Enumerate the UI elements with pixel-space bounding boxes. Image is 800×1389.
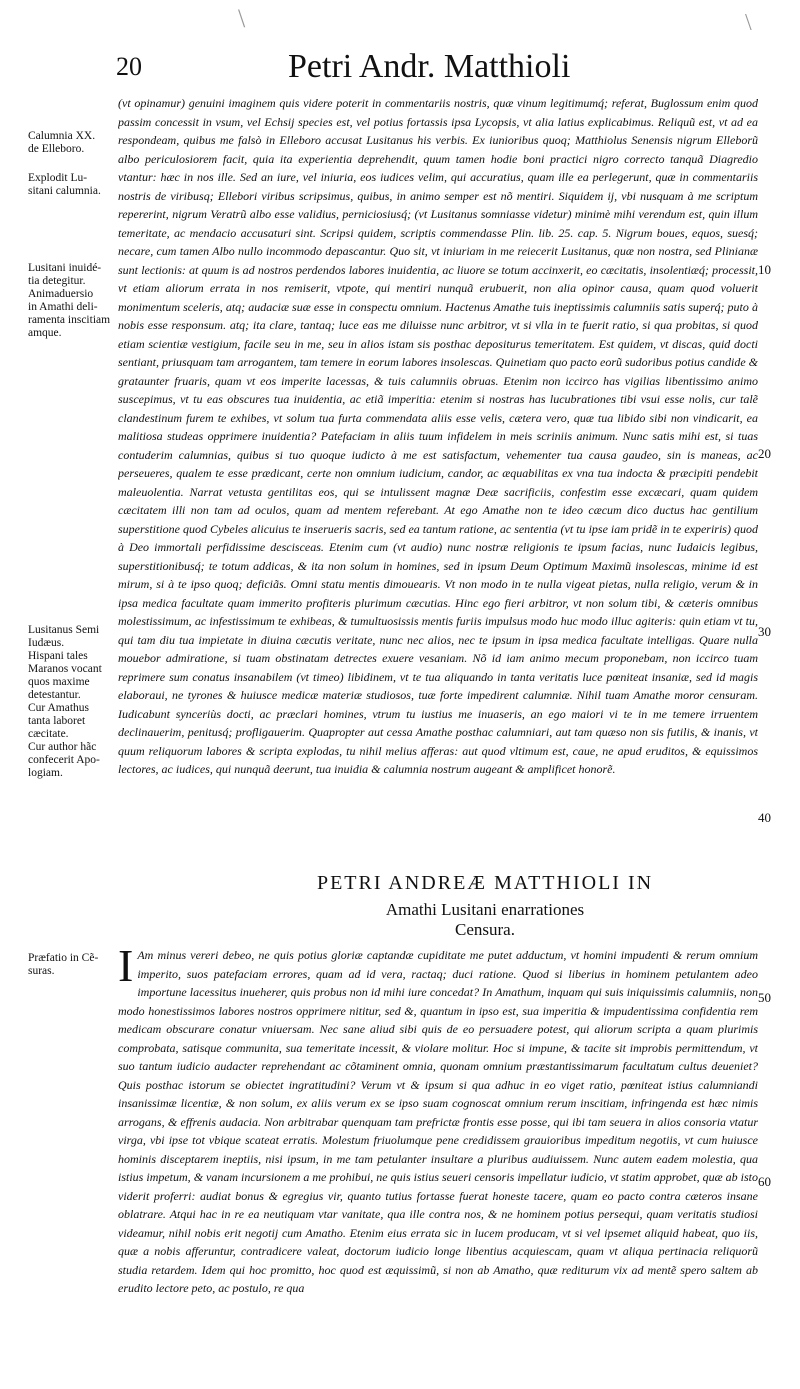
margin-note-inuidentia [28, 262, 124, 340]
margin-note-line: Calumnia XX. [28, 130, 96, 142]
paragraph-apologia: (vt opinamur) genuini imaginem quis videre poterit in commentariis nostris, quæ vinum legitimumq́; referat, Buglossum enim quod passim concessit in vsum, vel Echsij species est, vel potius fortassis ipsa Lycopsis, vt alia latius explicabimus. Reliquũ est, vt ad ea respondeam, quibus me falsò in Elleboro accusat Lusitanus his verbis. Ex iunioribus quoq; Matthiolus Senensis nigrum Elleborũ albo periculosiorem facit, quia ita experientia deprehendit, quum tamen hodie boni practici nigro correcto tanquã Diagredio vtantur: hæc in nos ille. Sed an iure, vel iniuria, eos iudices velim, qui accuratius, quam ille ea perlegerunt, quæ in commentariis nostris de viribusq; Ellebori viribus scripsimus, quibus, in animo semper est nõ mentiri. Siquidem ij, vbi nusquam à me scriptum repererint, nigrum Veratrũ albo esse validius, perniciosiusq́; (vt Lusitanus somniasse videtur) minimè mihi verendum est, quin illum temeritate, ac mendacio accusaturi sint. Scripsi quidem, scriptis commendasse Plin. lib. 25. cap. 5. Nigrum boues, equos, suesq́; necare, cum tamen Albo nullo incommodo depascantur. Quo sit, vt iniuriam in me reiecerit Lusitanus, quæ non nostra, sed Plinianæ sunt lectionis: at quum is ad nostros perdendos labores inuidentia, ac liuore se totum accinxerit, eo cæcitatis, insolentiæq́; processit, vt etiam aliorum errata in nos remiserit, vtpote, qui mentiri nunquã erubuerit, non alia opinor causa, quam quod voluerit monimentum sceleris, atq; audaciæ suæ esse in conspectu omnium. Hactenus Amathe tuis ineptissimis calumniis satis superq́; puto à nobis esse responsum. atq; ita clare, tantaq; luce eas me diluisse nunc arbitror, vt si vlla in te fuerit ratio, si qua probitas, si quod etiam scientiæ vestigium, facile seu in me, seu in alios istam sis posthac depositurus temeritatem. Est quidem, vt discas, quid docti sentiant, priusquam tam arrogantem, tam temere in eorum labores insolescas. Quinetiam quo pacto eorũ sudoribus potius candide & grataunter fruaris, quam vt eos imperite lacessas, & tuis calumniis obruas. Etenim non iccirco has vigilias libentissimo animo suscepimus, vt tu eas obscures tua inuidentia, ac etiã imperitia: etenim si nostras has lucubrationes tibi vsui esse nolis, cur talẽ clandestinum furem te exhibes, vt solum tua furta commendata aliis esse velis, cætera vero, quæ tua libido sibi non vindicarit, ea malitiosa studeas opprimere inuidentia? Patefaciam in aliis tuum infidelem in meis scriniis animum. Nunc satis mihi est, si tuas contuderim calumnias, quibus si tuo quoque iudicto à me est satisfactum, vehementer tua causa gaudeo, sin is maneas, ac perseueres, qualem te esse prædicant, certe non omnium iudicium, candor, ac æquabilitas ex vna tua indocta & præcipiti pendebit maleuolentia. Narrat vetusta gentilitas eos, qui se intulissent magnæ Deæ sacrificiis, confestim esse excæcari, quam quidem cæcitatem illi non tam ad oculos, quam ad mentem referebant. At ego Amathe non te ideo cæcum dico ductus hac gentilium superstitione quod Cybeles alicuius te inserueris sacris, sed ea tantum ratione, ac sententia (vt tu ipse iam pridẽ in te experiris) quod à Deo immortali perfidissime descisceas. Etenim cum (vt audio) nunc nostræ religionis te ipsum facias, nunc Iudaicis legibus, superstitionibusq́; te totum addicas, & ita non solum in homines, sed in ipsum Deum Optimum Maximũ insolescas, minime id est mirum, si à te ipso quoq; deficiãs. Omni statu mentis dimouearis. Vt non modo in te nulla vigeat pietas, nulla religio, verum & in ipsa medica facultate quam immerito profiteris plurimum cæcutias. Hinc ego fieri arbitror, vt non solum tibi, & cæteris omnibus molestissimum, ac infestissimum te exhibeas, & tumultuosissis mentis furiis impulsus modo huc modo illuc agiteris: quin etiam vt tu, qui tam diu tua impietate in diuina cæcutis veritate, nunc nec alios, nec te ipsum in ipsa medica facultate intelligas. Quare nulla mouebor admiratione, si tuam obstinatam detrectes exuere vesaniam. Nõ id iam animo mecum proponebam, non iccirco tuam reprimere sum conatus insanabilem (vt timeo) libidinem, vt te tua aliquando in tanta veritatis luce pœniteat insaniæ, sed id magis elaboraui, ne tyrones & huiusce medicæ materiæ studiosos, tuæ forte impedirent calumniæ. Nihil tuam Amathe moror censuram. Iudicabunt synceriùs docti, ac præclari homines, vtrum tu iustius me inuaseris, an ego maiori vi te in me temere irruentem declinauerim, penitusq́; profligauerim. Quapropter aut cessa Amathe posthac calumniari, aut tam quæso non sis futilis, & inanis, vt quum reliquorum labores & scripta explodas, tu nihil melius afferas: aut quod vltimum est, caue, ne apud eruditos, & equissimos lectores, ac iudices, qui nunquã deerunt, tua inuidia & calumnia nostrum augeant & amplificet honorẽ. [118, 96, 758, 776]
margin-note-praefatio [28, 952, 124, 978]
margin-note-line: tanta laboret [28, 715, 86, 727]
margin-note-calumnia [28, 130, 124, 156]
margin-note-line: Explodit Lu- [28, 172, 88, 184]
line-number: 50 [758, 990, 771, 1005]
margin-note-line: suras. [28, 965, 55, 977]
margin-note-line: Præfatio in Cẽ- [28, 952, 99, 964]
margin-note-line: ramenta inscitiam [28, 314, 111, 326]
margin-note-line: Lusitanus Semi [28, 624, 100, 636]
margin-note-line: Iudæus. [28, 637, 65, 649]
line-number: 10 [758, 262, 771, 277]
margin-note-line: Animaduersio [28, 288, 94, 300]
margin-note-line: quos maxime [28, 676, 90, 688]
margin-note-line: tia detegitur. [28, 275, 86, 287]
line-number: 20 [758, 446, 771, 461]
paragraph-censura: Am minus vereri debeo, ne quis potius gloriæ captandæ cupiditate me putet adductum, vt homini impudenti & rerum omnium imperito, suos patefaciam errores, quam ad id vera, ractaq; duci ratione. Quod si liberius in hominem petulantem adeo importune lacessitus inueherer, quis probus non id mihi iure concedat? In Amathum, inquam qui suis iniquissimis calumniis, non modo honestissimos labores nostros opprimere nititur, sed &, quantum in ipso est, sua imperitia & impudentissima confidentia rem medicam obscurare conatur vniuersam. Nec sane aliud sibi quis de eo persuadere potest, qui aliorum scripta a quam plurimis comprobata, satisque communita, sua temeritate incessit, & violare molitur. Hoc si impune, & tacite sit improbis permittendum, vt suo tantum iudicio audacter reprehendant ac cõtaminent omnia, quonam omnium præstantissimarum facultatum cultus deueniet? Quis posthac istorum se obiectet ingratitudini? Verum vt & ipsum si qua adhuc in eo viget ratio, pœniteat istius calumniandi insanissimæ licentiæ, & non solum, ex aliis verum ex se ipso suam cognoscat omnium rerum inscitiam, infringenda est hæc nimis arrogans, & effrenis audacia. Non arbitrabar quenquam tam prefrictæ frontis esse posse, qui ibi tam seuera in alios consoria vtatur virga, vbi ipse tot vbique scateat erratis. Molestum friuolumque pene credidissem grauioribus impeditum negotiis, vt cum huiusce hominis disceptarem ineptiis, nisi ipsum, in me tam petulanter insultare a pluribus audiuissem. Nunc autem eadem molestia, qua istius impetum, & vanam incursionem a me prohibui, ne quis istius seueri censoris impellatur iudicio, vt statim approbet, quæ ab isto viderit proferri: audiat bonus & egregius vir, quanto tutius fortasse fuerat honeste tacere, quam eo pacto contra cæteros insane oblatrare. Atqui hac in re ea neutiquam vtar vanitate, qua ille contra nos, & ne hominem potius persequi, quam veritatis studiosi videamur, nihil nobis erit negotij cum Amatho. Etenim eius errata sic in lucem producam, vt si vel ipsemet aliquid habeat, quo iis, quæ a nobis afferuntur, contradicere valeat, doctorum iudicio longe libentius acquiescam, quam vt aliqua pertinacia reliquorũ studia retardem. Idem qui hoc promitto, hoc quod est æquissimũ, si non ab Amatho, quæ rediturum vix ad mentẽ spero saltem ab erudito lectore peto, ac postulo, re qua [118, 948, 758, 1295]
margin-note-line: Hispani tales [28, 650, 88, 662]
stray-mark-left: \ [238, 4, 246, 33]
page-title: Petri Andr. Matthioli [288, 48, 571, 85]
margin-note-line: Cur author hãc [28, 741, 97, 753]
margin-note-line: de Elleboro. [28, 143, 85, 155]
body-text-censura [118, 946, 758, 1389]
body-text-apologia [118, 94, 758, 868]
line-number: 60 [758, 1174, 771, 1189]
stray-mark-right: \ [745, 10, 752, 36]
margin-note-explodit [28, 172, 124, 198]
section-subheading-censura: Censura. [455, 920, 515, 939]
margin-note-line: cæcitate. [28, 728, 69, 740]
margin-note-line: Maranos vocant [28, 663, 102, 675]
section-subheading: Amathi Lusitani enarrationes [385, 900, 585, 919]
line-number: 40 [758, 810, 771, 825]
margin-note-line: amque. [28, 327, 62, 339]
running-header [110, 42, 710, 85]
margin-note-line: Cur Amathus [28, 702, 90, 714]
section-heading: PETRI ANDREÆ MATTHIOLI IN [316, 872, 654, 894]
margin-note-line: confecerit Apo- [28, 754, 100, 766]
margin-note-line: in Amathi deli- [28, 301, 98, 313]
page-number: 20 [116, 52, 142, 81]
margin-note-semiiudaeus [28, 624, 124, 780]
margin-note-line: detestantur. [28, 689, 81, 701]
drop-initial: I [118, 946, 134, 991]
margin-note-line: sitani calumnia. [28, 185, 101, 197]
line-number: 30 [758, 624, 771, 639]
margin-note-line: logiam. [28, 767, 63, 779]
margin-note-line: Lusitani inuidé- [28, 262, 102, 274]
